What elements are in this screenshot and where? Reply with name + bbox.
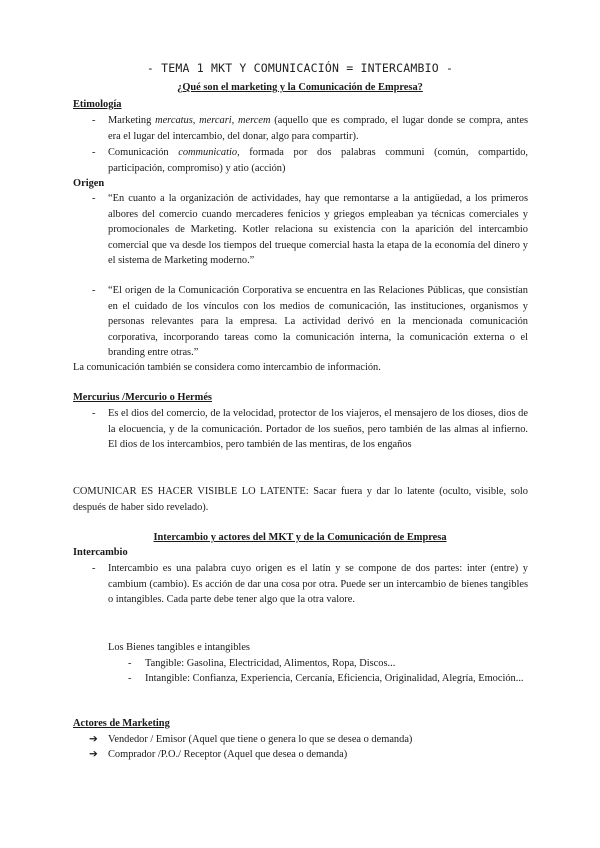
arrow-bullet-icon: ➔ [89, 749, 98, 760]
heading-actores: Actores de Marketing [73, 718, 170, 729]
bullet-dash: - [128, 673, 132, 684]
text-run-italic: mercatus, mercari, mercem [155, 115, 271, 126]
text-run: Marketing [108, 115, 156, 126]
text-run: (aquello que es comprado, el lugar donde se compra, antes era el lugar del intercambio, del donar, algo para compartir). [108, 115, 529, 142]
bullet-dash: - [128, 658, 132, 669]
bienes-label: Los Bienes tangibles e intangibles [108, 642, 250, 653]
comunicar-statement [73, 484, 528, 515]
bullet-dash: - [92, 115, 96, 126]
arrow-bullet-icon: ➔ [89, 734, 98, 745]
bienes-tangible: Tangible: Gasolina, Electricidad, Alimentos, Ropa, Discos... [145, 658, 396, 669]
origen-quote-comunicacion: “El origen de la Comunicación Corporativa se encuentra en las Relaciones Públicas, que consistían en el cuidado de los vínculos con los medios de comunicación, las instituciones, organismos y personas relevantes para la empresa. La actividad derivó en la mencionada comunicación corporativa, incorporando tareas como la comunicación interna, la comunicación externa o el branding entre otras.” [108, 285, 528, 359]
heading-intercambio: Intercambio [73, 547, 128, 558]
bienes-intangible: Intangible: Confianza, Experiencia, Cercanía, Eficiencia, Originalidad, Alegría, Emoción... [145, 673, 524, 684]
origen-note: La comunicación también se considera como intercambio de información. [73, 362, 381, 373]
heading-etimologia: Etimología [73, 99, 122, 110]
page-title: - TEMA 1 MKT Y COMUNICACIÓN = INTERCAMBIO - [146, 61, 454, 75]
comunicar-caps: COMUNICAR ES HACER VISIBLE LO LATENTE [73, 486, 306, 497]
intercambio-definition: Intercambio es una palabra cuyo origen es el latín y se compone de dos partes: inter (entre) y cambium (cambio). Es acción de dar una cosa por otra. Puede ser un intercambio de bienes tangibles o intangibles. Cada parte debe tener algo que la otra valore. [108, 563, 528, 606]
heading-origen: Origen [73, 178, 105, 189]
comunicar-rest: : Sacar fuera y dar lo latente (oculto, visible, solo después de haber sido revelado). [73, 486, 528, 513]
bullet-dash: - [92, 408, 96, 419]
text-run: , formada por dos palabras communi (común, compartido, participación, compromiso) y atio (acción) [108, 147, 528, 174]
origen-quote-marketing: “En cuanto a la organización de actividades, hay que remontarse a la antigüedad, a los primeros albores del comercio cuando mercaderes fenicios y griegos empleaban ya técnicas comerciales y promocionales de Marketing. Kotler relaciona su existencia con la aparición del intercambio comercial que va desde los tiempos del trueque comercial hasta la etapa de la economía del dinero y el sistema de Marketing moderno.” [108, 193, 528, 267]
heading-mercurius: Mercurius /Mercurio o Hermés [73, 392, 212, 403]
bullet-dash: - [92, 193, 96, 204]
mercurius-description: Es el dios del comercio, de la velocidad, protector de los viajeros, el mensajero de los dioses, dios de la elocuencia, y de la comunicación. Portador de los sueños, pero también de las almas al infierno. El dios de los intercambios, pero también de las mentiras, de los engaños [108, 408, 528, 451]
etimologia-marketing-item [108, 113, 528, 144]
bullet-dash: - [92, 285, 96, 296]
bullet-dash: - [92, 147, 96, 158]
etimologia-comunicacion-item [108, 145, 528, 176]
text-run: Comunicación [108, 147, 179, 158]
bullet-dash: - [92, 563, 96, 574]
actor-comprador: Comprador /P.O./ Receptor (Aquel que desea o demanda) [108, 749, 348, 760]
section-title-intercambio: Intercambio y actores del MKT y de la Comunicación de Empresa [153, 532, 447, 543]
actor-vendedor: Vendedor / Emisor (Aquel que tiene o genera lo que se desea o demanda) [108, 734, 413, 745]
page-subtitle: ¿Qué son el marketing y la Comunicación de Empresa? [177, 82, 423, 93]
text-run-italic: communicatio [178, 147, 238, 158]
